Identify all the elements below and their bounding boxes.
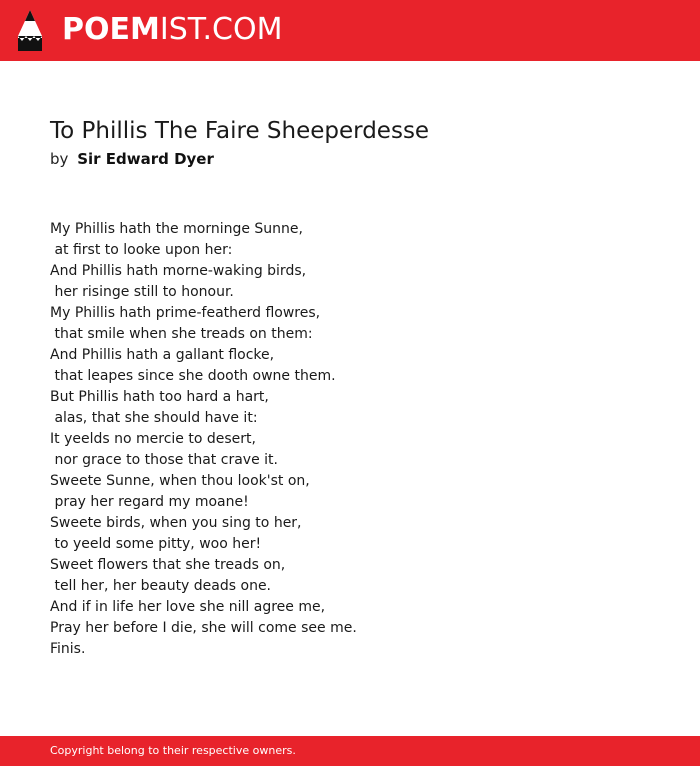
- author-name: Sir Edward Dyer: [77, 150, 214, 168]
- byline: [50, 148, 214, 170]
- poem-line: pray her regard my moane!: [50, 494, 249, 510]
- poem-line: her risinge still to honour.: [50, 284, 234, 300]
- poem-line: But Phillis hath too hard a hart,: [50, 389, 269, 405]
- poem-line: tell her, her beauty deads one.: [50, 578, 272, 594]
- poem-line: to yeeld some pitty, woo her!: [50, 536, 262, 552]
- site-footer: [0, 736, 700, 766]
- copyright-text: Copyright belong to their respective owners.: [50, 744, 296, 757]
- site-header: [0, 0, 700, 61]
- by-label: by: [50, 150, 69, 168]
- poem-line: And Phillis hath a gallant flocke,: [50, 347, 275, 363]
- brand-light: IST.COM: [159, 12, 283, 47]
- poem-line: Sweet flowers that she treads on,: [50, 557, 286, 573]
- poem-line: nor grace to those that crave it.: [50, 452, 278, 468]
- poem-title: To Phillis The Faire Sheeperdesse: [50, 118, 430, 144]
- poem-line: Sweete Sunne, when thou look'st on,: [50, 473, 310, 489]
- poem-line: Sweete birds, when you sing to her,: [50, 515, 302, 531]
- poem-line: alas, that she should have it:: [50, 410, 258, 426]
- poem-line: My Phillis hath the morninge Sunne,: [50, 221, 303, 237]
- pencil-icon[interactable]: [18, 10, 42, 51]
- poem-line: at first to looke upon her:: [50, 242, 233, 258]
- poem-line: that leapes since she dooth owne them.: [50, 368, 336, 384]
- poem-line: Pray her before I die, she will come see me.: [50, 620, 357, 636]
- poem-body: [50, 219, 357, 660]
- poem-line: Finis.: [50, 641, 86, 657]
- poem-line: And Phillis hath morne-waking birds,: [50, 263, 307, 279]
- poem-line: that smile when she treads on them:: [50, 326, 313, 342]
- poem-line: It yeelds no mercie to desert,: [50, 431, 256, 447]
- poem-line: And if in life her love she nill agree me,: [50, 599, 326, 615]
- brand-bold: POEM: [62, 12, 160, 47]
- site-logo-text[interactable]: [62, 12, 282, 48]
- poem-line: My Phillis hath prime-featherd flowres,: [50, 305, 321, 321]
